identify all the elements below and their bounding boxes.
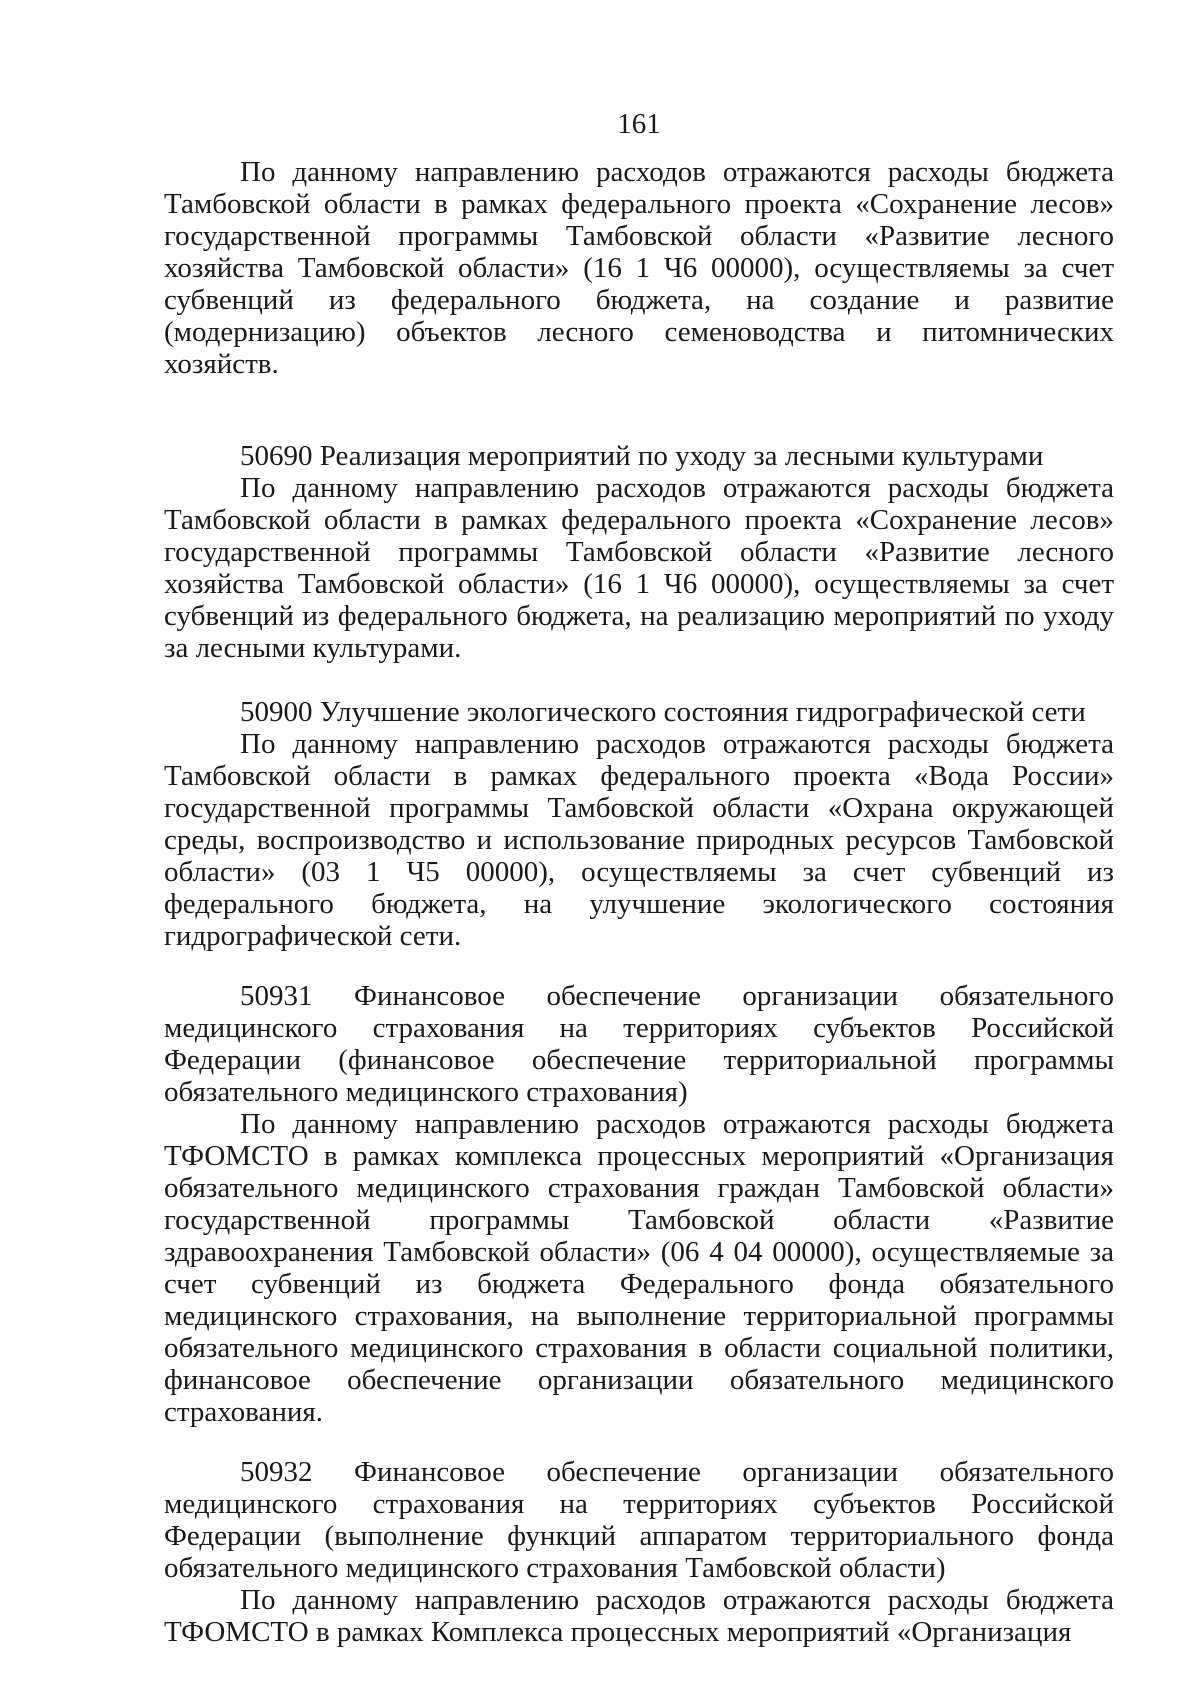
section-spacer bbox=[164, 952, 1114, 980]
page-number: 161 bbox=[617, 108, 661, 140]
section-spacer bbox=[164, 380, 1114, 440]
paragraph-50900: По данному направлению расходов отражаются расходы бюджета Тамбовской области в рамках федерального проекта «Вода России» государственной программы Тамбовской области «Охрана окружающей среды, воспроизводство и использование природных ресурсов Тамбовской области» (03 1 Ч5 00000), осуществляемы за счет субвенций из федерального бюджета, на улучшение экологического состояния гидрографической сети. bbox=[164, 728, 1114, 952]
section-spacer bbox=[164, 1428, 1114, 1456]
paragraph-50932: По данному направлению расходов отражаются расходы бюджета ТФОМСТО в рамках Комплекса процессных мероприятий «Организация bbox=[164, 1584, 1114, 1648]
section-50900 bbox=[164, 696, 1114, 952]
paragraph-forest-seed-nurseries: По данному направлению расходов отражаются расходы бюджета Тамбовской области в рамках федерального проекта «Сохранение лесов» государственной программы Тамбовской области «Развитие лесного хозяйства Тамбовской области» (16 1 Ч6 00000), осуществляемы за счет субвенций из федерального бюджета, на создание и развитие (модернизацию) объектов лесного семеноводства и питомнических хозяйств. bbox=[164, 156, 1114, 380]
heading-50932: 50932 Финансовое обеспечение организации обязательного медицинского страхования на территориях субъектов Российской Федерации (выполнение функций аппаратом территориального фонда обязательного медицинского страхования Тамбовской области) bbox=[164, 1456, 1114, 1584]
section-forest-seed-nurseries bbox=[164, 156, 1114, 380]
section-50932 bbox=[164, 1456, 1114, 1648]
paragraph-50690: По данному направлению расходов отражаются расходы бюджета Тамбовской области в рамках федерального проекта «Сохранение лесов» государственной программы Тамбовской области «Развитие лесного хозяйства Тамбовской области» (16 1 Ч6 00000), осуществляемы за счет субвенций из федерального бюджета, на реализацию мероприятий по уходу за лесными культурами. bbox=[164, 472, 1114, 664]
document-body bbox=[164, 156, 1114, 1648]
section-spacer bbox=[164, 664, 1114, 696]
heading-50690: 50690 Реализация мероприятий по уходу за лесными культурами bbox=[240, 440, 1044, 472]
paragraph-50931: По данному направлению расходов отражаются расходы бюджета ТФОМСТО в рамках комплекса процессных мероприятий «Организация обязательного медицинского страхования граждан Тамбовской области» государственной программы Тамбовской области «Развитие здравоохранения Тамбовской области» (06 4 04 00000), осуществляемые за счет субвенций из бюджета Федерального фонда обязательного медицинского страхования, на выполнение территориальной программы обязательного медицинского страхования в области социальной политики, финансовое обеспечение организации обязательного медицинского страхования. bbox=[164, 1108, 1114, 1428]
section-50931 bbox=[164, 980, 1114, 1428]
heading-50931: 50931 Финансовое обеспечение организации обязательного медицинского страхования на территориях субъектов Российской Федерации (финансовое обеспечение территориальной программы обязательного медицинского страхования) bbox=[164, 980, 1114, 1108]
section-50690 bbox=[164, 440, 1114, 664]
heading-50900: 50900 Улучшение экологического состояния гидрографической сети bbox=[240, 696, 1086, 728]
